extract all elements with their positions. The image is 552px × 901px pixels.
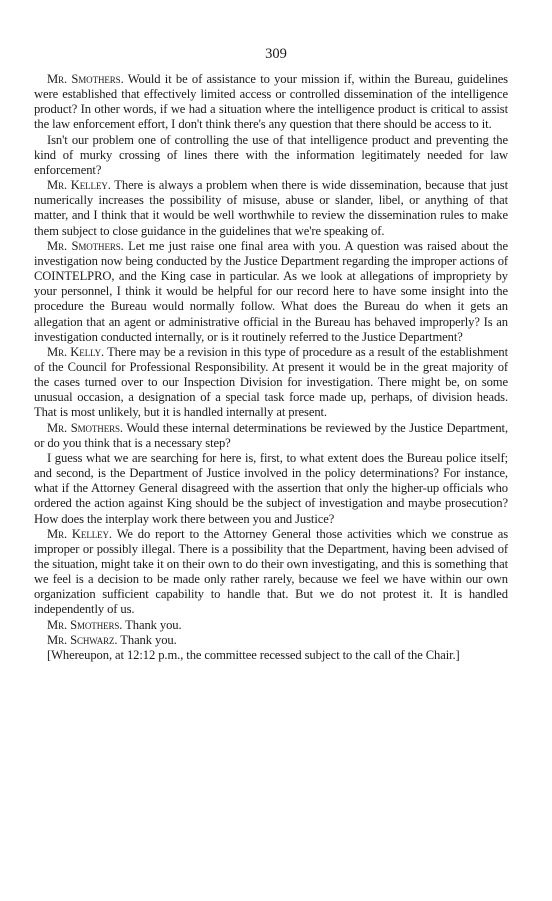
paragraph-text: Would these internal determinations be reviewed by the Justice Department, or do you think that is a necessary step? [34, 420, 508, 450]
paragraph-text: Isn't our problem one of controlling the use of that intelligence product and preventing the kind of murky crossing of lines there with the information legitimately needed for law enforcement? [34, 132, 508, 177]
speaker-name: Mr. Kelly. [47, 344, 105, 359]
speaker-name: Mr. Kelley. [47, 178, 111, 193]
paragraph-text: Would it be of assistance to your mission if, within the Bureau, guidelines were established that effectively limited access or controlled dissemination of the intelligence product? In other words, if we had a situation where the intelligence product is critical to assist the law enforcement effort, I don't think there's any question that there should be access to it. [34, 72, 508, 132]
paragraph [34, 527, 508, 618]
paragraph-text: I guess what we are searching for here is, first, to what extent does the Bureau police itself; and second, is the Department of Justice involved in the policy determinations? For instance, what if the Attorney General disagreed with the assertion that only the higher-up officials who ordered the action against King should be the subject of investigation and maybe prosecution? How does the interplay work there between you and Justice? [34, 450, 508, 526]
paragraph [34, 133, 508, 178]
paragraph-text: We do report to the Attorney General those activities which we construe as improper or possibly illegal. There is a possibility that the Department, having been advised of the situation, might take it on their own to do their own investigating, and this is something that we feel is a decision to be made only rather rarely, because we feel we have within our own organization sufficient capability to handle that. But we do not protest it. It is handled independently of us. [34, 526, 508, 617]
paragraph-text: Thank you. [122, 617, 182, 632]
paragraph-text: There may be a revision in this type of procedure as a result of the establishment of the Council for Professional Responsibility. At present it would be in the great majority of the cases turned over to our Inspection Division for investigation. There might be, on some unusual occasion, a designation of a special task force made up, perhaps, of division heads. That is most unlikely, but it is handled internally at present. [34, 344, 508, 420]
transcript-body [34, 72, 508, 663]
speaker-name: Mr. Smothers. [47, 617, 123, 632]
paragraph [34, 239, 508, 345]
speaker-name: Mr. Smothers. [47, 420, 123, 435]
paragraph [34, 633, 508, 648]
paragraph [34, 421, 508, 451]
paragraph-text: Thank you. [117, 632, 177, 647]
paragraph [34, 618, 508, 633]
speaker-name: Mr. Smothers. [47, 72, 124, 86]
paragraph-text: There is always a problem when there is wide dissemination, because that just numerically increases the possibility of misuse, abuse or slander, libel, or anything of that matter, and I think that it would be well worthwhile to review the dissemination rules to make them subject to close guidance in the guidelines that we're speaking of. [34, 178, 508, 238]
paragraph [34, 72, 508, 133]
paragraph [34, 345, 508, 421]
paragraph [34, 648, 508, 663]
speaker-name: Mr. Kelley. [47, 526, 112, 541]
speaker-name: Mr. Smothers. [47, 238, 124, 253]
paragraph [34, 178, 508, 239]
paragraph-text: [Whereupon, at 12:12 p.m., the committee recessed subject to the call of the Chair.] [47, 647, 460, 662]
paragraph-text: Let me just raise one final area with you. A question was raised about the investigation now being conducted by the Justice Department regarding the improper actions of COINTELPRO, and the King case in particular. As we look at allegations of impropriety by your personnel, I think it would be helpful for our record here to have some insight into the procedure the Bureau would normally follow. What does the Bureau do when it gets an allegation that an agent or administrative official in the Bureau has behaved improperly? Is an investigation conducted internally, or is it routinely referred to the Justice Department? [34, 238, 508, 344]
page-number: 309 [265, 46, 287, 62]
paragraph [34, 451, 508, 527]
speaker-name: Mr. Schwarz. [47, 632, 118, 647]
